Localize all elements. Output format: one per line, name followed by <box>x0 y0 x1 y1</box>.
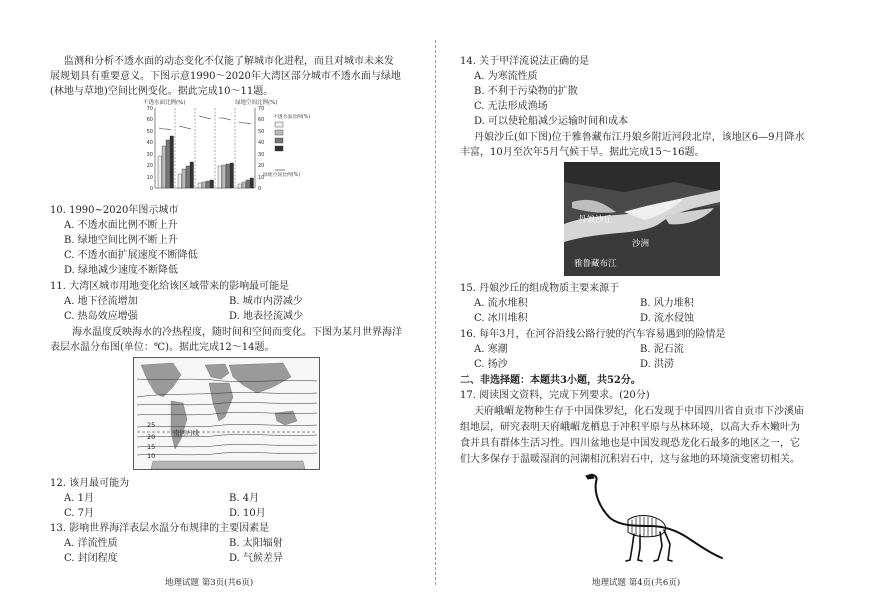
isotherm-label-15: 15 <box>147 443 156 451</box>
isotherm-label-20: 20 <box>147 433 156 441</box>
svg-text:50: 50 <box>258 129 265 135</box>
q17-text-line-2: 组地层，研究表明天府峨嵋龙栖息于冲积平原与丛林环境，以高大乔木嫩叶为 <box>460 422 800 433</box>
svg-text:0: 0 <box>258 186 262 192</box>
page-footer-right: 地理试题 第4页(共6页) <box>592 578 681 588</box>
q15-option-a[interactable]: A. 流水堆积 <box>474 298 528 309</box>
svg-text:0: 0 <box>149 186 153 192</box>
greenland-lines <box>159 116 251 130</box>
q12-stem: 12. 该月最可能为 <box>50 478 130 489</box>
svg-text:10: 10 <box>258 175 265 181</box>
q10-stem: 10. 1990~2020年图示城市 <box>50 205 179 216</box>
q16-option-b[interactable]: B. 泥石流 <box>640 344 684 355</box>
intro-line-1: 监测和分析不透水面的动态变化不仅能了解城市化进程，而且对城市未来发 <box>64 56 394 67</box>
q15-stem: 15. 丹娘沙丘的组成物质主要来源于 <box>460 283 620 294</box>
q17-text-line-3: 食并具有群体生活习性。四川盆地也是中国发现恐龙化石最多的地区之一，它 <box>460 438 800 449</box>
q11-option-a[interactable]: A. 地下径流增加 <box>64 296 138 307</box>
isotherm-label-25: 25 <box>147 421 156 429</box>
q15-option-b[interactable]: B. 风力堆积 <box>640 298 694 309</box>
svg-text:70: 70 <box>258 106 265 112</box>
intro-line-2: 展规划具有重要意义。下图示意1990～2020年大湾区部分城市不透水面与绿地 <box>50 71 401 82</box>
right-ticks <box>258 106 264 192</box>
q10-option-b[interactable]: B. 绿地空间比例不断上升 <box>64 235 178 246</box>
q12-option-d[interactable]: D. 10月 <box>229 508 266 519</box>
left-axis-title: 不透水面比例(%) <box>143 100 186 106</box>
dune-label: 丹娘沙丘 <box>578 215 613 225</box>
svg-text:30: 30 <box>146 152 153 158</box>
omeisaurus-skeleton-image <box>576 468 726 564</box>
q15-option-c[interactable]: C. 冰川堆积 <box>474 313 528 324</box>
q17-stem: 17. 阅读图文资料，完成下列要求。(20分) <box>460 390 650 401</box>
sandbar-label: 沙洲 <box>632 239 650 249</box>
q13-option-c[interactable]: C. 封闭程度 <box>64 553 118 564</box>
page-footer-left: 地理试题 第3页(共6页) <box>165 578 254 588</box>
intro3-line-2: 丰富，10月至次年5月气候干旱。据此完成15～16题。 <box>460 147 705 158</box>
right-page <box>436 0 870 616</box>
q14-option-a[interactable]: A. 为寒流性质 <box>474 71 538 82</box>
left-ticks <box>147 106 153 192</box>
q14-option-c[interactable]: C. 无法形成渔场 <box>474 101 548 112</box>
impervious-greenland-chart <box>135 96 335 199</box>
svg-text:绿地空间比例(%): 绿地空间比例(%) <box>263 173 301 178</box>
svg-text:60: 60 <box>258 117 265 123</box>
q11-option-d[interactable]: D. 地表径流减少 <box>229 311 304 322</box>
q17-text-line-4: 们大多保存于温暖湿润的河湖相沉积岩石中，这与盆地的环境演变密切相关。 <box>460 454 800 465</box>
q14-stem: 14. 关于甲洋流说法正确的是 <box>460 56 590 67</box>
svg-text:10: 10 <box>146 175 153 181</box>
intro-line-3: (林地与草地)空间比例变化。据此完成10～11题。 <box>50 86 274 97</box>
isotherm-label-10: 10 <box>147 452 156 460</box>
section-2-heading: 二、非选择题：本题共3小题，共52分。 <box>460 375 641 386</box>
q12-option-c[interactable]: C. 7月 <box>64 508 95 519</box>
q12-option-b[interactable]: B. 4月 <box>229 493 260 504</box>
q16-option-a[interactable]: A. 寒潮 <box>474 344 508 355</box>
intro2-line-2: 表层水温分布图(单位：℃)。据此完成12～14题。 <box>50 342 275 353</box>
q15-option-d[interactable]: D. 流水侵蚀 <box>640 313 695 324</box>
q12-option-a[interactable]: A. 1月 <box>64 493 94 504</box>
right-axis-title: 绿地空间比例(%) <box>235 100 278 106</box>
q14-option-d[interactable]: D. 可以使轮船减少运输时间和成本 <box>474 116 629 127</box>
q16-option-c[interactable]: C. 扬沙 <box>474 359 508 370</box>
svg-text:30: 30 <box>258 152 265 158</box>
svg-text:50: 50 <box>146 129 153 135</box>
q16-option-d[interactable]: D. 洪涝 <box>640 359 675 370</box>
q17-text-line-1: 天府峨嵋龙物种生存于中国侏罗纪，化石发现于中国四川省自贡市下沙溪庙 <box>474 406 804 417</box>
intro3-line-1: 丹娘沙丘(如下图)位于雅鲁藏布江丹娘乡附近河段北岸，该地区6—9月降水 <box>474 132 805 143</box>
q11-stem: 11. 大湾区城市用地变化给该区域带来的影响最可能是 <box>50 281 290 292</box>
river-label: 雅鲁藏布江 <box>574 259 617 269</box>
ocean-temperature-map <box>133 357 320 470</box>
q10-option-d[interactable]: D. 绿地减少速度不断降低 <box>64 265 179 276</box>
svg-text:40: 40 <box>146 140 153 146</box>
tropic-of-capricorn-label: 南回归线 <box>173 429 199 437</box>
svg-text:60: 60 <box>146 117 153 123</box>
q14-option-b[interactable]: B. 不利于污染物的扩散 <box>474 86 578 97</box>
danniang-dune-photo <box>564 162 720 276</box>
q11-option-c[interactable]: C. 热岛效应增强 <box>64 311 138 322</box>
svg-text:不透水面比例(%): 不透水面比例(%) <box>273 115 311 120</box>
bar-series <box>158 136 254 188</box>
q13-stem: 13. 影响世界海洋表层水温分布规律的主要因素是 <box>50 523 270 534</box>
intro2-line-1: 海水温度反映海水的冷热程度，随时间和空间而变化。下图为某月世界海洋 <box>72 327 402 338</box>
q10-option-a[interactable]: A. 不透水面比例不断上升 <box>64 220 178 231</box>
svg-text:20: 20 <box>146 163 153 169</box>
chart-legend <box>263 113 310 178</box>
q10-option-c[interactable]: C. 不透水面扩展速度不断降低 <box>64 250 198 261</box>
q13-option-d[interactable]: D. 气候差异 <box>229 553 284 564</box>
svg-text:40: 40 <box>258 140 265 146</box>
q13-option-b[interactable]: B. 太阳辐射 <box>229 538 283 549</box>
q11-option-b[interactable]: B. 城市内涝减少 <box>229 296 303 307</box>
svg-text:70: 70 <box>146 106 153 112</box>
svg-text:20: 20 <box>258 163 265 169</box>
q13-option-a[interactable]: A. 洋流性质 <box>64 538 118 549</box>
q16-stem: 16. 每年3月，在河谷沿线公路行驶的汽车容易遇到的险情是 <box>460 329 726 340</box>
